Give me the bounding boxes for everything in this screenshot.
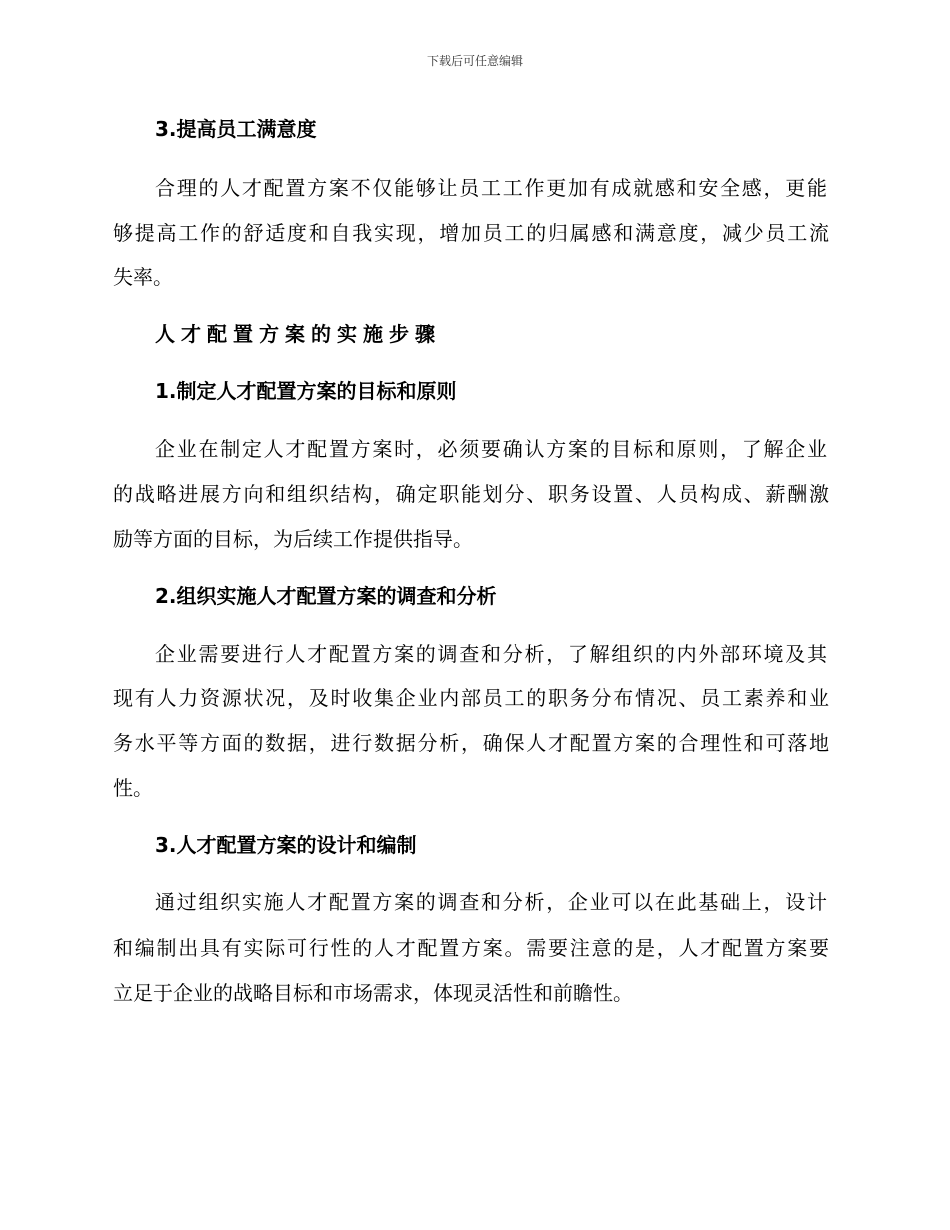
paragraph-line: 企业需要进行人才配置方案的调查和分析，了解组织的内外部环境及其: [155, 642, 827, 666]
section-heading: 3.提高员工满意度: [155, 117, 317, 141]
paragraph-line: 务水平等方面的数据，进行数据分析，确保人才配置方案的合理性和可落地: [113, 731, 829, 755]
paragraph-line: 失率。: [113, 265, 173, 289]
paragraph-line: 现有人力资源状况，及时收集企业内部员工的职务分布情况、员工素养和业: [113, 686, 829, 710]
paragraph-line: 立足于企业的战略目标和市场需求，体现灵活性和前瞻性。: [113, 981, 633, 1005]
paragraph-line: 够提高工作的舒适度和自我实现，增加员工的归属感和满意度，减少员工流: [113, 221, 829, 245]
paragraph-line: 合理的人才配置方案不仅能够让员工工作更加有成就感和安全感，更能: [155, 176, 827, 200]
section-heading: 人才配置方案的实施步骤: [155, 322, 441, 346]
paragraph-line: 性。: [113, 776, 153, 800]
paragraph-line: 通过组织实施人才配置方案的调查和分析，企业可以在此基础上，设计: [155, 890, 827, 914]
paragraph-line: 和编制出具有实际可行性的人才配置方案。需要注意的是，人才配置方案要: [113, 936, 829, 960]
paragraph-line: 的战略进展方向和组织结构，确定职能划分、职务设置、人员构成、薪酬激: [113, 482, 829, 506]
section-heading: 2.组织实施人才配置方案的调查和分析: [155, 584, 497, 608]
section-heading: 3.人才配置方案的设计和编制: [155, 833, 417, 857]
section-heading: 1.制定人才配置方案的目标和原则: [155, 379, 457, 403]
paragraph-line: 励等方面的目标，为后续工作提供指导。: [113, 527, 473, 551]
page-header-note: 下载后可任意编辑: [426, 54, 523, 68]
paragraph-line: 企业在制定人才配置方案时，必须要确认方案的目标和原则，了解企业: [155, 437, 827, 461]
